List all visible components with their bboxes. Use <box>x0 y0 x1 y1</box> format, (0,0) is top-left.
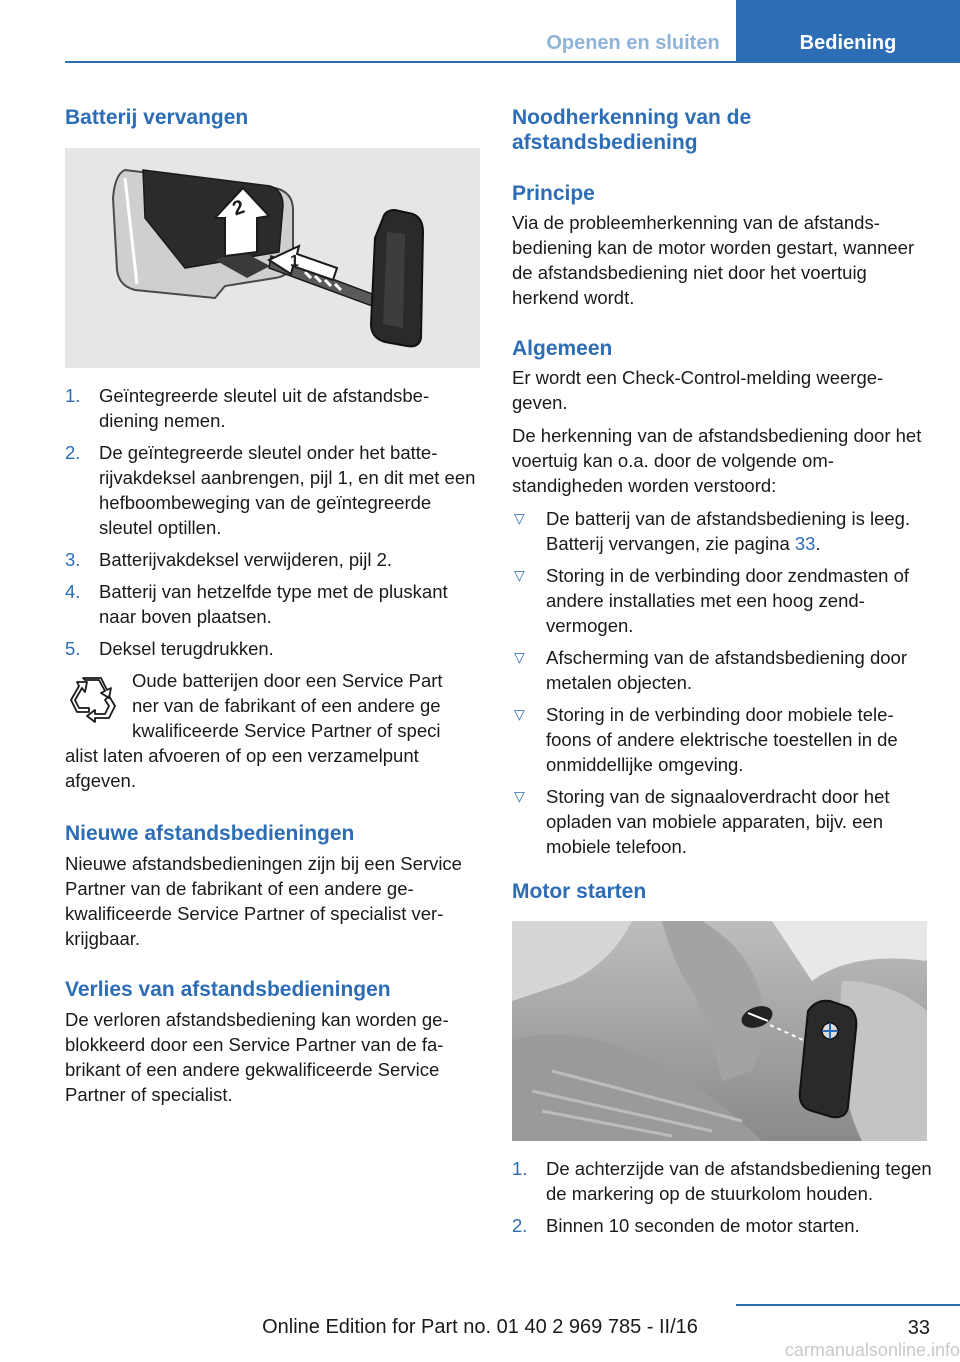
principle-text: Via de probleemherkenning van de afstandsbediening kan de motor worden gestart, wanneer de afstandsbediening niet door het voertuig herkend wordt. <box>512 212 915 308</box>
right-column <box>512 100 932 1245</box>
list-item <box>65 579 480 629</box>
note-line: Oude batterijen door een Service Part <box>132 670 443 691</box>
recycling-note <box>65 668 480 793</box>
bullet-text: Storing in de verbinding door zendmasten of andere installaties met een hoog zendvermogen. <box>546 565 910 636</box>
step-number: 1. <box>512 1158 528 1179</box>
page-link[interactable]: 33 <box>794 533 816 554</box>
lost-remotes-text: De verloren afstandsbediening kan worden geblokkeerd door een Service Partner van de fabrikant of een andere gekwalificeerde Service Partner of specialist. <box>65 1009 449 1105</box>
principle-heading: Principe <box>512 182 595 205</box>
steering-column-illustration <box>512 921 927 1141</box>
edition-footer: Online Edition for Part no. 01 40 2 969 785 - II/16 <box>262 1316 698 1338</box>
bullet-text: Storing van de signaaloverdracht door het opladen van mobiele apparaten, bijv. een mobiele telefoon. <box>546 786 890 857</box>
battery-heading: Batterij vervangen <box>65 106 249 129</box>
header-divider <box>65 61 960 63</box>
list-item <box>512 645 932 695</box>
new-remotes-text: Nieuwe afstandsbedieningen zijn bij een Service Partner van de fabrikant of een andere gekwalificeerde Service Partner of specialist verkrijgbaar. <box>65 853 462 949</box>
battery-steps <box>65 383 480 661</box>
footer-divider <box>736 1304 960 1306</box>
bullet-triangle-icon: ▽ <box>514 788 525 804</box>
note-line: alist laten afvoeren of op een verzamelpunt <box>65 745 419 766</box>
left-column <box>65 100 480 1107</box>
step-number: 4. <box>65 581 81 602</box>
section-tab[interactable]: Openen en sluiten <box>546 32 720 54</box>
step-number: 2. <box>65 442 81 463</box>
list-item <box>65 636 480 661</box>
bullet-triangle-icon: ▽ <box>514 510 525 526</box>
watermark: carmanualsonline.info <box>784 1340 960 1360</box>
arrow-label-2: 2 <box>229 195 248 221</box>
step-number: 2. <box>512 1215 528 1236</box>
list-item <box>512 563 932 638</box>
bullet-text: De batterij van de afstandsbediening is leeg. Batterij vervangen, zie pagina <box>546 508 911 554</box>
steering-column-figure <box>512 921 927 1141</box>
bullet-triangle-icon: ▽ <box>514 649 525 665</box>
step-text: De geïntegreerde sleutel onder het batterijvakdeksel aanbrengen, pijl 1, en dit met een hefboombeweging van de geïntegreerde sleutel optillen. <box>99 442 476 538</box>
step-number: 5. <box>65 638 81 659</box>
note-line: kwalificeerde Service Partner of speci <box>132 720 441 741</box>
recycle-icon <box>65 672 119 726</box>
page-number: 33 <box>907 1317 930 1339</box>
start-engine-heading: Motor starten <box>512 880 647 903</box>
key-battery-figure <box>65 148 480 368</box>
step-text: Batterijvakdeksel verwijderen, pijl 2. <box>99 549 393 570</box>
note-line: afgeven. <box>65 770 136 791</box>
list-item <box>512 506 932 556</box>
general-text-1: Er wordt een Check-Control-melding weergegeven. <box>512 367 884 413</box>
bullet-suffix: . <box>815 533 821 554</box>
list-item <box>65 383 480 433</box>
list-item <box>512 784 932 859</box>
list-item <box>512 1213 932 1238</box>
arrow-label-1: 1 <box>290 253 299 270</box>
key-fob-illustration <box>65 148 480 368</box>
start-steps <box>512 1156 932 1238</box>
bullet-text: Afscherming van de afstandsbediening door metalen objecten. <box>546 647 907 693</box>
step-number: 3. <box>65 549 81 570</box>
list-item <box>65 440 480 540</box>
bullet-triangle-icon: ▽ <box>514 706 525 722</box>
list-item <box>512 702 932 777</box>
bullet-triangle-icon: ▽ <box>514 567 525 583</box>
general-text-2: De herkenning van de afstandsbediening door het voertuig kan o.a. door de volgende omstandigheden worden verstoord: <box>512 425 922 496</box>
step-text: Geïntegreerde sleutel uit de afstandsbediening nemen. <box>99 385 430 431</box>
emergency-detection-heading: Noodherkenning van de afstandsbediening <box>512 106 752 154</box>
step-number: 1. <box>65 385 81 406</box>
step-text: Binnen 10 seconden de motor starten. <box>546 1215 860 1236</box>
disturbance-list <box>512 506 932 859</box>
step-text: Deksel terugdrukken. <box>99 638 274 659</box>
new-remotes-heading: Nieuwe afstandsbedieningen <box>65 822 355 845</box>
step-text: Batterij van hetzelfde type met de pluskant naar boven plaatsen. <box>99 581 448 627</box>
note-line: ner van de fabrikant of een andere ge <box>132 695 441 716</box>
bullet-text: Storing in de verbinding door mobiele telefoons of andere elektrische toestellen in de onmiddellijke omgeving. <box>546 704 898 775</box>
step-text: De achterzijde van de afstandsbediening tegen de markering op de stuurkolom houden. <box>546 1158 932 1204</box>
page-header <box>0 0 960 62</box>
general-heading: Algemeen <box>512 337 613 360</box>
list-item <box>65 547 480 572</box>
lost-remotes-heading: Verlies van afstandsbedieningen <box>65 978 391 1001</box>
chapter-tab[interactable]: Bediening <box>736 0 960 62</box>
list-item <box>512 1156 932 1206</box>
